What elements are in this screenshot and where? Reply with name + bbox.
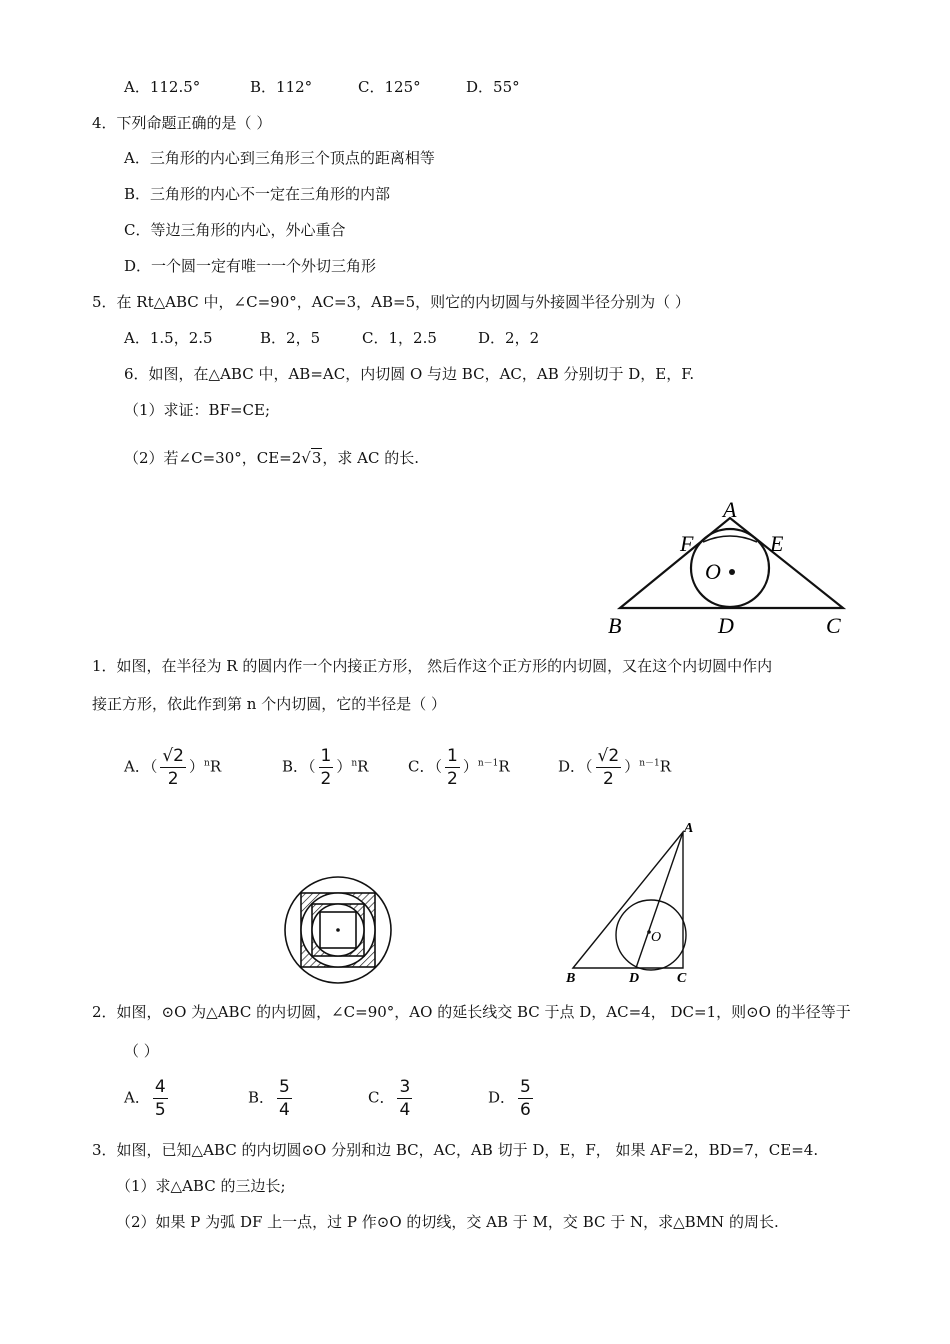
option-c: C． $\frac{3}{4}$	[368, 1077, 411, 1120]
option-c: C．（ $\frac{1}{2}$ ）$^{n-1}$R	[408, 746, 510, 789]
option-b: B． $\frac{5}{4}$	[248, 1077, 290, 1120]
option-b: B．（ $\frac{1}{2}$ ）$^n$R	[282, 746, 369, 789]
q3-options	[124, 76, 520, 98]
label-c: C	[677, 971, 687, 986]
fraction: $\frac{4}{5}$	[154, 1077, 166, 1120]
q6-part2	[124, 447, 419, 469]
fraction: $\frac{√2}{2}$	[162, 746, 184, 789]
label-d: D	[629, 971, 640, 986]
q4-option-a: A．三角形的内心到三角形三个顶点的距离相等	[124, 149, 435, 167]
b1-options	[124, 745, 671, 793]
figure-right-triangle	[560, 820, 710, 990]
center-dot	[336, 928, 340, 932]
sqrt-radicand: 3	[311, 449, 322, 467]
label-b: B	[566, 971, 576, 986]
label-b: B	[608, 613, 622, 638]
fraction: $\frac{3}{4}$	[399, 1077, 411, 1120]
center-dot	[729, 569, 735, 575]
label-e: E	[770, 531, 784, 556]
q4-option-c: C．等边三角形的内心，外心重合	[124, 221, 346, 239]
option-c: C．1，2.5	[362, 329, 437, 347]
q4-stem: 4．下列命题正确的是（ ）	[92, 114, 272, 132]
b2-stem-line2: （ ）	[124, 1042, 159, 1060]
label-o: O	[705, 559, 721, 584]
option-c: C．125°	[358, 78, 421, 96]
label-a: A	[684, 821, 694, 836]
label-c: C	[826, 613, 841, 638]
option-a: A． $\frac{4}{5}$	[124, 1077, 166, 1120]
b1-stem-line1: 1．如图，在半径为 R 的圆内作一个内接正方形， 然后作这个正方形的内切圆，又在这个内切圆中作内	[92, 657, 773, 675]
b3-stem: 3．如图，已知△ABC 的内切圆⊙O 分别和边 BC，AC，AB 切于 D，E，F， 如果 AF=2，BD=7，CE=4.	[92, 1141, 819, 1159]
fraction: $\frac{5}{4}$	[279, 1077, 290, 1120]
q4-option-d: D．一个圆一定有唯一一个外切三角形	[124, 257, 377, 275]
b3-part2: （2）如果 P 为弧 DF 上一点，过 P 作⊙O 的切线，交 AB 于 M，交 BC 于 N，求△BMN 的周长.	[116, 1213, 779, 1231]
b2-options	[124, 1076, 536, 1124]
sqrt-symbol: √3	[301, 449, 322, 467]
option-d: D．2，2	[478, 329, 540, 347]
option-a: A．112.5°	[124, 78, 201, 96]
arc-fe	[703, 536, 757, 542]
b3-part1: （1）求△ABC 的三边长;	[116, 1177, 286, 1195]
fraction: $\frac{1}{2}$	[446, 746, 458, 789]
q6-stem: 6．如图，在△ABC 中，AB=AC，内切圆 O 与边 BC，AC，AB 分别切于 D，E，F.	[124, 365, 695, 383]
option-d: D． $\frac{5}{6}$	[488, 1077, 531, 1120]
option-d: D．55°	[466, 78, 520, 96]
b2-stem-line1: 2．如图，⊙O 为△ABC 的内切圆，∠C=90°，AO 的延长线交 BC 于点 D，AC=4， DC=1，则⊙O 的半径等于	[92, 1003, 851, 1021]
option-b: B．2，5	[260, 329, 321, 347]
label-o: O	[651, 930, 662, 945]
figure-nested-squares	[282, 874, 394, 986]
fraction: $\frac{1}{2}$	[320, 746, 332, 789]
q6-part2-pre: （2）若∠C=30°，CE=2	[124, 449, 302, 467]
figure-triangle-incircle	[600, 495, 860, 643]
b1-stem-line2: 接正方形，依此作到第 n 个内切圆，它的半径是（ ）	[92, 695, 446, 713]
segment-ad	[636, 832, 683, 968]
option-b: B．112°	[250, 78, 313, 96]
q5-options	[124, 327, 539, 349]
option-d: D．（ $\frac{√2}{2}$ ）$^{n-1}$R	[558, 746, 672, 789]
triangle-abc	[620, 518, 843, 608]
q6-part1: （1）求证：BF=CE;	[124, 401, 271, 419]
q5-stem: 5．在 Rt△ABC 中，∠C=90°，AC=3，AB=5，则它的内切圆与外接圆半径分别为（ ）	[92, 293, 690, 311]
triangle-abc	[573, 832, 683, 968]
fraction: $\frac{5}{6}$	[520, 1077, 531, 1120]
label-d: D	[718, 613, 734, 638]
option-a: A．1.5，2.5	[124, 329, 213, 347]
label-f: F	[680, 531, 694, 556]
fraction: $\frac{√2}{2}$	[597, 746, 620, 789]
incircle-o	[691, 529, 769, 607]
option-a: A．（ $\frac{√2}{2}$ ）$^n$R	[124, 746, 222, 789]
q6-part2-post: ，求 AC 的长.	[322, 449, 420, 467]
q4-option-b: B．三角形的内心不一定在三角形的内部	[124, 185, 391, 203]
label-a: A	[723, 497, 737, 522]
